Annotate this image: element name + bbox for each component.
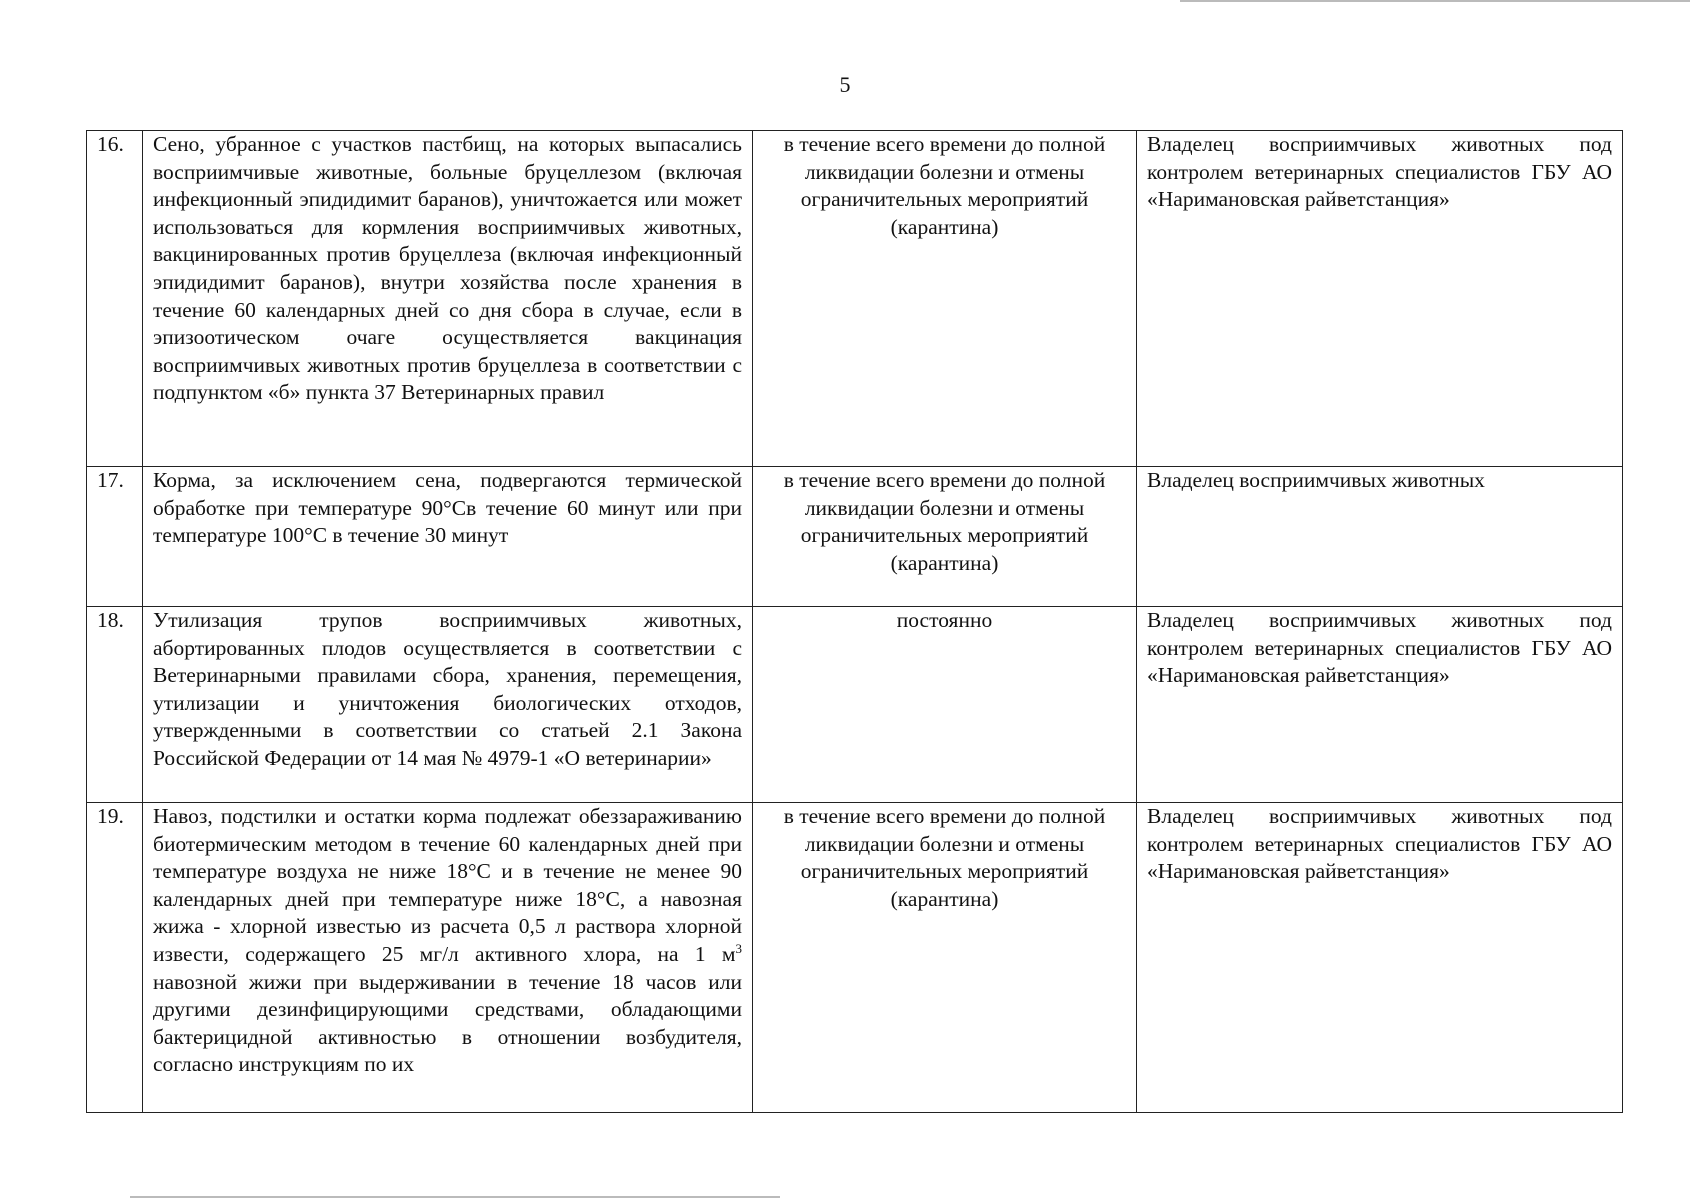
measure-text: Корма, за исключением сена, подвергаются термической обработке при температуре 90°Св течение 60 минут или при температуре 100°С в течение 30 минут [143, 467, 753, 607]
scan-edge-top [1180, 0, 1690, 2]
table-row [87, 607, 1623, 803]
measure-text-part: навозной жижи при выдерживании в течение 18 часов или другими дезинфицирующими средствами, обладающими бактерицидной активностью в отношении возбудителя, согласно инструкциям по их [153, 969, 742, 1077]
responsible-text: Владелец восприимчивых животных под контролем ветеринарных специалистов ГБУ АО «Наримановская райветстанция» [1137, 607, 1623, 803]
term-text: в течение всего времени до полной ликвидации болезни и отмены ограничительных мероприятий (карантина) [753, 131, 1137, 467]
measure-text: Утилизация трупов восприимчивых животных, абортированных плодов осуществляется в соответствии с Ветеринарными правилами сбора, хранения, перемещения, утилизации и уничтожения биологических отходов, утвержденными в соответствии со статьей 2.1 Закона Российской Федерации от 14 мая № 4979-1 «О ветеринарии» [143, 607, 753, 803]
scan-edge-bottom [130, 1196, 780, 1198]
responsible-text: Владелец восприимчивых животных [1137, 467, 1623, 607]
row-number: 17. [87, 467, 143, 607]
term-text: в течение всего времени до полной ликвидации болезни и отмены ограничительных мероприятий (карантина) [753, 467, 1137, 607]
table-row [87, 803, 1623, 1113]
table-row [87, 131, 1623, 467]
responsible-text: Владелец восприимчивых животных под контролем ветеринарных специалистов ГБУ АО «Наримановская райветстанция» [1137, 131, 1623, 467]
term-text: постоянно [753, 607, 1137, 803]
page-number: 5 [839, 72, 851, 97]
table-row [87, 467, 1623, 607]
row-number: 18. [87, 607, 143, 803]
measure-text-part: Навоз, подстилки и остатки корма подлежат обеззараживанию биотермическим методом в течение 60 календарных дней при температуре воздуха не ниже 18°С и в течение не менее 90 календарных дней при температуре ниже 18°С, а навозная жижа - хлорной известью из расчета 0,5 л раствора хлорной извести, содержащего 25 мг/л активного хлора, на 1 м [153, 804, 742, 966]
measures-table [86, 130, 1623, 1113]
measure-text: Сено, убранное с участков пастбищ, на которых выпасались восприимчивые животные, больные бруцеллезом (включая инфекционный эпидидимит баранов), уничтожается или может использоваться для кормления восприимчивых животных, вакцинированных против бруцеллеза (включая инфекционный эпидидимит баранов), внутри хозяйства после хранения в течение 60 календарных дней со дня сбора в случае, если в эпизоотическом очаге осуществляется вакцинация восприимчивых животных против бруцеллеза в соответствии с подпунктом «б» пункта 37 Ветеринарных правил [143, 131, 753, 467]
superscript-3: 3 [735, 940, 742, 956]
row-number: 16. [87, 131, 143, 467]
term-text: в течение всего времени до полной ликвидации болезни и отмены ограничительных мероприятий (карантина) [753, 803, 1137, 1113]
responsible-text: Владелец восприимчивых животных под контролем ветеринарных специалистов ГБУ АО «Наримановская райветстанция» [1137, 803, 1623, 1113]
measure-text [143, 803, 753, 1113]
row-number: 19. [87, 803, 143, 1113]
